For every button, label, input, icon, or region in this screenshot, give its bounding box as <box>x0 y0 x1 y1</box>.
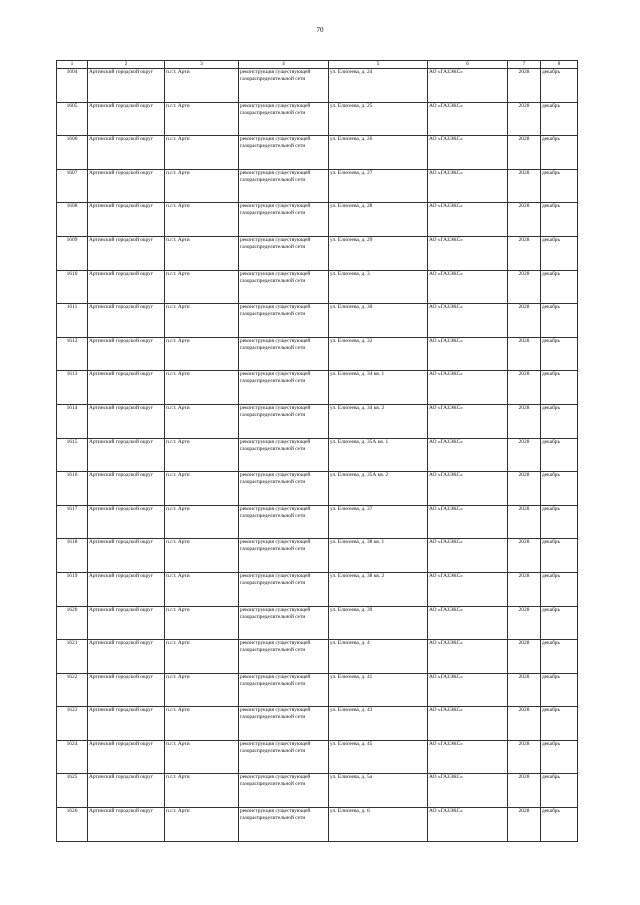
work-type-cell: реконструкция существующей газораспределительной сети <box>239 337 329 371</box>
row-number: 1614 <box>57 404 88 438</box>
month-cell: декабрь <box>541 69 578 103</box>
locality-cell: п.г.т. Арти <box>165 404 239 438</box>
organization-cell: АО «ГАЗЭКС» <box>428 774 508 808</box>
row-number: 1617 <box>57 505 88 539</box>
locality-cell: п.г.т. Арти <box>165 539 239 573</box>
table-row <box>57 808 578 842</box>
locality-cell: п.г.т. Арти <box>165 136 239 170</box>
address-cell: ул. Елисеева, д. 28 <box>329 203 428 237</box>
locality-cell: п.г.т. Арти <box>165 606 239 640</box>
work-type-cell: реконструкция существующей газораспределительной сети <box>239 404 329 438</box>
address-cell: ул. Елисеева, д. 35А кв. 1 <box>329 438 428 472</box>
district-cell: Артинский городской округ <box>88 572 165 606</box>
district-cell: Артинский городской округ <box>88 438 165 472</box>
column-number: 5 <box>329 61 428 69</box>
year-cell: 2028 <box>508 404 541 438</box>
year-cell: 2028 <box>508 707 541 741</box>
year-cell: 2028 <box>508 472 541 506</box>
row-number: 1615 <box>57 438 88 472</box>
row-number: 1612 <box>57 337 88 371</box>
district-cell: Артинский городской округ <box>88 505 165 539</box>
address-cell: ул. Елисеева, д. 3 <box>329 270 428 304</box>
year-cell: 2028 <box>508 102 541 136</box>
year-cell: 2028 <box>508 505 541 539</box>
district-cell: Артинский городской округ <box>88 404 165 438</box>
table-row <box>57 673 578 707</box>
locality-cell: п.г.т. Арти <box>165 707 239 741</box>
month-cell: декабрь <box>541 438 578 472</box>
year-cell: 2028 <box>508 808 541 842</box>
locality-cell: п.г.т. Арти <box>165 203 239 237</box>
row-number: 1616 <box>57 472 88 506</box>
district-cell: Артинский городской округ <box>88 136 165 170</box>
organization-cell: АО «ГАЗЭКС» <box>428 640 508 674</box>
work-type-cell: реконструкция существующей газораспределительной сети <box>239 438 329 472</box>
month-cell: декабрь <box>541 404 578 438</box>
year-cell: 2028 <box>508 371 541 405</box>
column-number: 1 <box>57 61 88 69</box>
month-cell: декабрь <box>541 572 578 606</box>
row-number: 1611 <box>57 304 88 338</box>
month-cell: декабрь <box>541 640 578 674</box>
month-cell: декабрь <box>541 371 578 405</box>
row-number: 1606 <box>57 136 88 170</box>
year-cell: 2028 <box>508 304 541 338</box>
year-cell: 2028 <box>508 169 541 203</box>
column-number: 6 <box>428 61 508 69</box>
locality-cell: п.г.т. Арти <box>165 505 239 539</box>
organization-cell: АО «ГАЗЭКС» <box>428 169 508 203</box>
organization-cell: АО «ГАЗЭКС» <box>428 539 508 573</box>
district-cell: Артинский городской округ <box>88 69 165 103</box>
locality-cell: п.г.т. Арти <box>165 102 239 136</box>
locality-cell: п.г.т. Арти <box>165 169 239 203</box>
locality-cell: п.г.т. Арти <box>165 236 239 270</box>
district-cell: Артинский городской округ <box>88 337 165 371</box>
month-cell: декабрь <box>541 236 578 270</box>
work-type-cell: реконструкция существующей газораспределительной сети <box>239 371 329 405</box>
locality-cell: п.г.т. Арти <box>165 808 239 842</box>
address-cell: ул. Елисеева, д. 39 <box>329 606 428 640</box>
work-type-cell: реконструкция существующей газораспределительной сети <box>239 774 329 808</box>
table-row <box>57 102 578 136</box>
table-row <box>57 236 578 270</box>
row-number: 1609 <box>57 236 88 270</box>
locality-cell: п.г.т. Арти <box>165 270 239 304</box>
month-cell: декабрь <box>541 505 578 539</box>
row-number: 1607 <box>57 169 88 203</box>
organization-cell: АО «ГАЗЭКС» <box>428 270 508 304</box>
locality-cell: п.г.т. Арти <box>165 472 239 506</box>
work-type-cell: реконструкция существующей газораспределительной сети <box>239 136 329 170</box>
district-cell: Артинский городской округ <box>88 371 165 405</box>
page-number: 70 <box>316 26 324 34</box>
row-number: 1610 <box>57 270 88 304</box>
work-type-cell: реконструкция существующей газораспределительной сети <box>239 808 329 842</box>
row-number: 1608 <box>57 203 88 237</box>
column-number-row <box>57 61 578 69</box>
address-cell: ул. Елисеева, д. 32 <box>329 337 428 371</box>
row-number: 1622 <box>57 673 88 707</box>
address-cell: ул. Елисеева, д. 45 <box>329 740 428 774</box>
month-cell: декабрь <box>541 707 578 741</box>
address-cell: ул. Елисеева, д. 29 <box>329 236 428 270</box>
locality-cell: п.г.т. Арти <box>165 673 239 707</box>
work-type-cell: реконструкция существующей газораспределительной сети <box>239 203 329 237</box>
address-cell: ул. Елисеева, д. 5а <box>329 774 428 808</box>
work-type-cell: реконструкция существующей газораспределительной сети <box>239 102 329 136</box>
district-cell: Артинский городской округ <box>88 774 165 808</box>
work-type-cell: реконструкция существующей газораспределительной сети <box>239 236 329 270</box>
table-row <box>57 69 578 103</box>
organization-cell: АО «ГАЗЭКС» <box>428 203 508 237</box>
locality-cell: п.г.т. Арти <box>165 640 239 674</box>
row-number: 1623 <box>57 707 88 741</box>
district-cell: Артинский городской округ <box>88 102 165 136</box>
address-cell: ул. Елисеева, д. 38 кв. 1 <box>329 539 428 573</box>
district-cell: Артинский городской округ <box>88 539 165 573</box>
month-cell: декабрь <box>541 337 578 371</box>
locality-cell: п.г.т. Арти <box>165 740 239 774</box>
work-type-cell: реконструкция существующей газораспределительной сети <box>239 606 329 640</box>
year-cell: 2028 <box>508 673 541 707</box>
district-cell: Артинский городской округ <box>88 169 165 203</box>
district-cell: Артинский городской округ <box>88 203 165 237</box>
district-cell: Артинский городской округ <box>88 673 165 707</box>
year-cell: 2028 <box>508 136 541 170</box>
district-cell: Артинский городской округ <box>88 808 165 842</box>
work-type-cell: реконструкция существующей газораспределительной сети <box>239 673 329 707</box>
year-cell: 2028 <box>508 606 541 640</box>
organization-cell: АО «ГАЗЭКС» <box>428 505 508 539</box>
district-cell: Артинский городской округ <box>88 707 165 741</box>
work-type-cell: реконструкция существующей газораспределительной сети <box>239 505 329 539</box>
month-cell: декабрь <box>541 304 578 338</box>
district-cell: Артинский городской округ <box>88 640 165 674</box>
district-cell: Артинский городской округ <box>88 236 165 270</box>
organization-cell: АО «ГАЗЭКС» <box>428 304 508 338</box>
address-cell: ул. Елисеева, д. 34 кв. 1 <box>329 371 428 405</box>
locality-cell: п.г.т. Арти <box>165 572 239 606</box>
table-row <box>57 203 578 237</box>
locality-cell: п.г.т. Арти <box>165 371 239 405</box>
month-cell: декабрь <box>541 774 578 808</box>
table-row <box>57 136 578 170</box>
district-cell: Артинский городской округ <box>88 304 165 338</box>
address-cell: ул. Елисеева, д. 30 <box>329 304 428 338</box>
year-cell: 2028 <box>508 270 541 304</box>
work-type-cell: реконструкция существующей газораспределительной сети <box>239 572 329 606</box>
row-number: 1624 <box>57 740 88 774</box>
year-cell: 2028 <box>508 203 541 237</box>
organization-cell: АО «ГАЗЭКС» <box>428 740 508 774</box>
row-number: 1625 <box>57 774 88 808</box>
work-type-cell: реконструкция существующей газораспределительной сети <box>239 169 329 203</box>
organization-cell: АО «ГАЗЭКС» <box>428 404 508 438</box>
table-row <box>57 337 578 371</box>
organization-cell: АО «ГАЗЭКС» <box>428 136 508 170</box>
work-type-cell: реконструкция существующей газораспределительной сети <box>239 472 329 506</box>
locality-cell: п.г.т. Арти <box>165 438 239 472</box>
month-cell: декабрь <box>541 270 578 304</box>
table-row <box>57 404 578 438</box>
address-cell: ул. Елисеева, д. 37 <box>329 505 428 539</box>
district-cell: Артинский городской округ <box>88 606 165 640</box>
row-number: 1605 <box>57 102 88 136</box>
locality-cell: п.г.т. Арти <box>165 337 239 371</box>
row-number: 1626 <box>57 808 88 842</box>
month-cell: декабрь <box>541 808 578 842</box>
district-cell: Артинский городской округ <box>88 270 165 304</box>
organization-cell: АО «ГАЗЭКС» <box>428 472 508 506</box>
table-row <box>57 505 578 539</box>
address-cell: ул. Елисеева, д. 27 <box>329 169 428 203</box>
month-cell: декабрь <box>541 539 578 573</box>
table-row <box>57 539 578 573</box>
organization-cell: АО «ГАЗЭКС» <box>428 808 508 842</box>
column-number: 4 <box>239 61 329 69</box>
table-row <box>57 438 578 472</box>
organization-cell: АО «ГАЗЭКС» <box>428 606 508 640</box>
year-cell: 2028 <box>508 539 541 573</box>
column-number: 7 <box>508 61 541 69</box>
address-cell: ул. Елисеева, д. 43 <box>329 707 428 741</box>
year-cell: 2028 <box>508 236 541 270</box>
organization-cell: АО «ГАЗЭКС» <box>428 337 508 371</box>
work-type-cell: реконструкция существующей газораспределительной сети <box>239 539 329 573</box>
address-cell: ул. Елисеева, д. 35А кв. 2 <box>329 472 428 506</box>
year-cell: 2028 <box>508 774 541 808</box>
month-cell: декабрь <box>541 203 578 237</box>
work-type-cell: реконструкция существующей газораспределительной сети <box>239 707 329 741</box>
work-type-cell: реконструкция существующей газораспределительной сети <box>239 640 329 674</box>
locality-cell: п.г.т. Арти <box>165 774 239 808</box>
row-number: 1613 <box>57 371 88 405</box>
column-number: 3 <box>165 61 239 69</box>
organization-cell: АО «ГАЗЭКС» <box>428 707 508 741</box>
district-cell: Артинский городской округ <box>88 740 165 774</box>
row-number: 1604 <box>57 69 88 103</box>
table-row <box>57 371 578 405</box>
address-cell: ул. Елисеева, д. 41 <box>329 673 428 707</box>
work-type-cell: реконструкция существующей газораспределительной сети <box>239 69 329 103</box>
year-cell: 2028 <box>508 69 541 103</box>
table-row <box>57 774 578 808</box>
table-row <box>57 640 578 674</box>
month-cell: декабрь <box>541 673 578 707</box>
month-cell: декабрь <box>541 169 578 203</box>
table-row <box>57 169 578 203</box>
month-cell: декабрь <box>541 136 578 170</box>
column-number: 8 <box>541 61 578 69</box>
row-number: 1619 <box>57 572 88 606</box>
address-cell: ул. Елисеева, д. 38 кв. 2 <box>329 572 428 606</box>
table-row <box>57 304 578 338</box>
schedule-table <box>56 60 578 842</box>
organization-cell: АО «ГАЗЭКС» <box>428 236 508 270</box>
organization-cell: АО «ГАЗЭКС» <box>428 438 508 472</box>
organization-cell: АО «ГАЗЭКС» <box>428 102 508 136</box>
table-body <box>57 69 578 842</box>
year-cell: 2028 <box>508 337 541 371</box>
column-number: 2 <box>88 61 165 69</box>
organization-cell: АО «ГАЗЭКС» <box>428 69 508 103</box>
organization-cell: АО «ГАЗЭКС» <box>428 572 508 606</box>
address-cell: ул. Елисеева, д. 24 <box>329 69 428 103</box>
row-number: 1620 <box>57 606 88 640</box>
table-row <box>57 606 578 640</box>
work-type-cell: реконструкция существующей газораспределительной сети <box>239 270 329 304</box>
table-row <box>57 740 578 774</box>
address-cell: ул. Елисеева, д. 26 <box>329 136 428 170</box>
year-cell: 2028 <box>508 438 541 472</box>
year-cell: 2028 <box>508 572 541 606</box>
row-number: 1618 <box>57 539 88 573</box>
address-cell: ул. Елисеева, д. 25 <box>329 102 428 136</box>
work-type-cell: реконструкция существующей газораспределительной сети <box>239 740 329 774</box>
table-row <box>57 270 578 304</box>
month-cell: декабрь <box>541 102 578 136</box>
address-cell: ул. Елисеева, д. 4 <box>329 640 428 674</box>
table-row <box>57 707 578 741</box>
district-cell: Артинский городской округ <box>88 472 165 506</box>
organization-cell: АО «ГАЗЭКС» <box>428 371 508 405</box>
month-cell: декабрь <box>541 472 578 506</box>
work-type-cell: реконструкция существующей газораспределительной сети <box>239 304 329 338</box>
table-row <box>57 472 578 506</box>
locality-cell: п.г.т. Арти <box>165 304 239 338</box>
row-number: 1621 <box>57 640 88 674</box>
organization-cell: АО «ГАЗЭКС» <box>428 673 508 707</box>
address-cell: ул. Елисеева, д. 34 кв. 2 <box>329 404 428 438</box>
table-row <box>57 572 578 606</box>
month-cell: декабрь <box>541 606 578 640</box>
address-cell: ул. Елисеева, д. 6 <box>329 808 428 842</box>
year-cell: 2028 <box>508 640 541 674</box>
locality-cell: п.г.т. Арти <box>165 69 239 103</box>
year-cell: 2028 <box>508 740 541 774</box>
month-cell: декабрь <box>541 740 578 774</box>
